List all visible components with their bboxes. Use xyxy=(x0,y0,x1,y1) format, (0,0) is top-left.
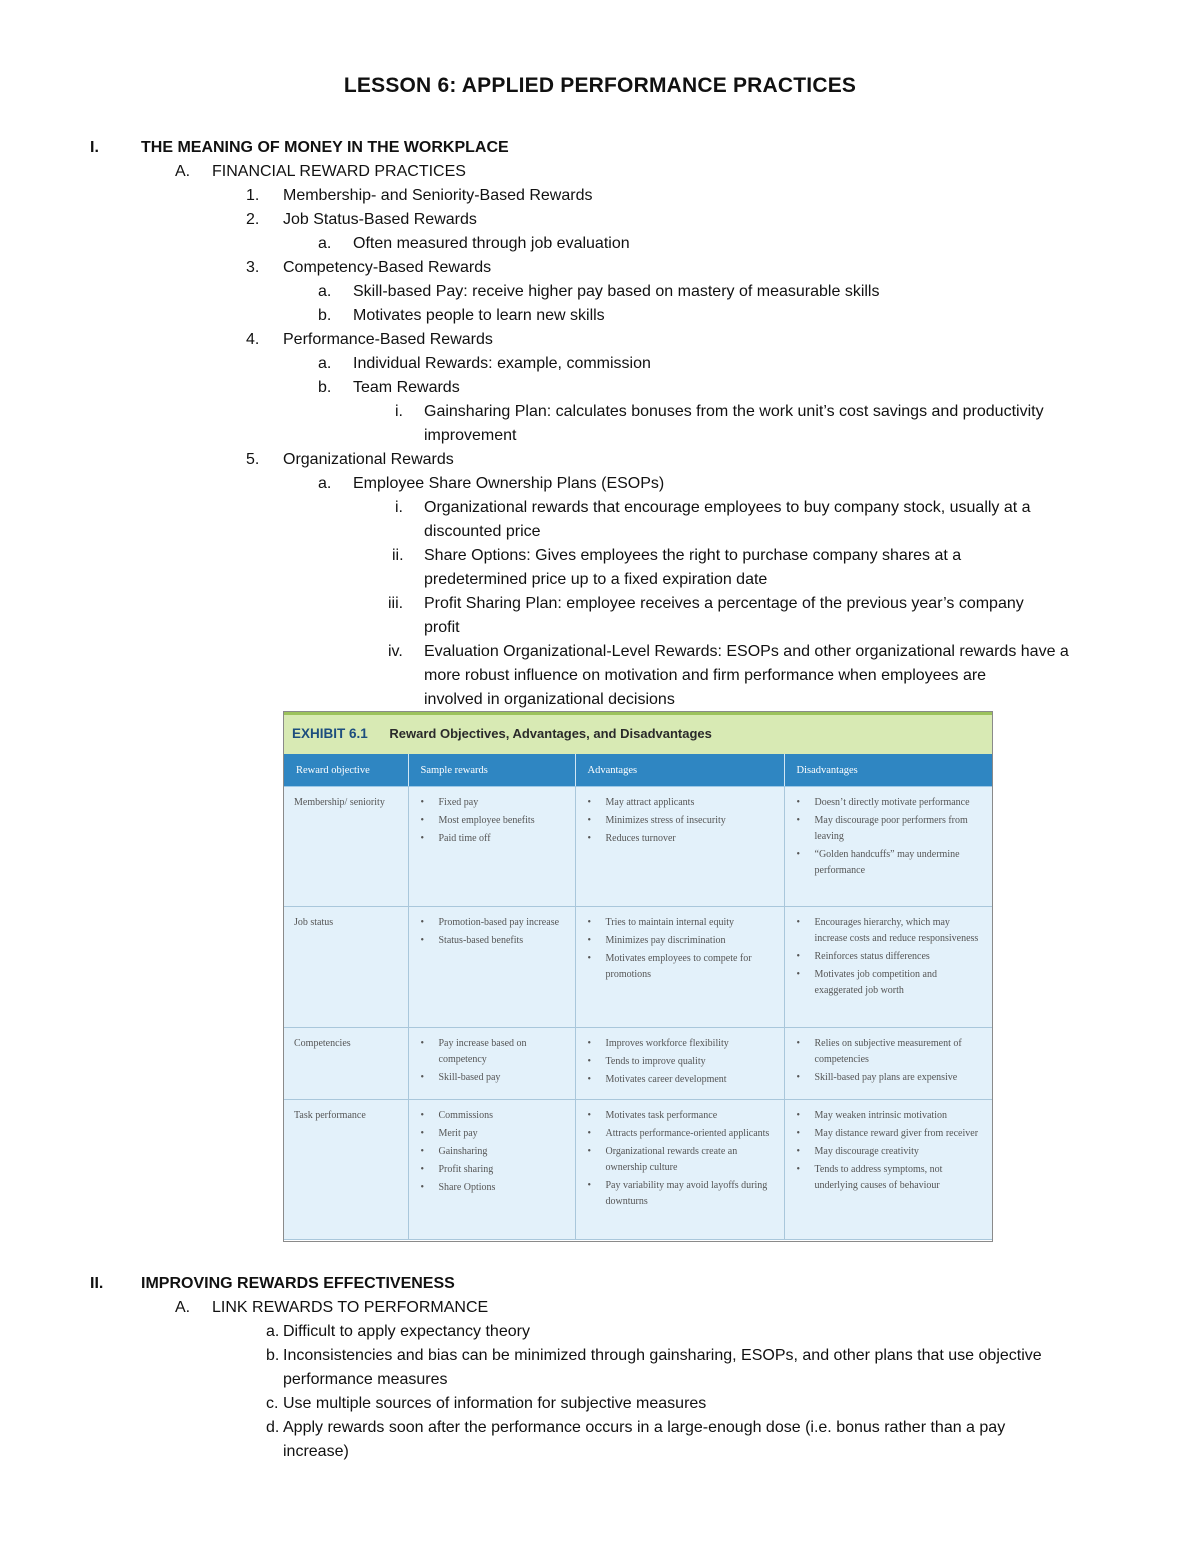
advantages-cell xyxy=(575,1028,784,1100)
subsection-heading: FINANCIAL REWARD PRACTICES xyxy=(212,163,466,180)
list-item-continuation: more robust influence on motivation and firm performance when employees are xyxy=(424,667,987,684)
list-item: • Paid time off xyxy=(439,831,565,847)
reward-objective-cell: Membership/ seniority xyxy=(284,787,408,907)
list-item: Share Options: Gives employees the right to purchase company shares at a xyxy=(424,547,962,564)
list-marker: 4. xyxy=(246,331,260,348)
table-row xyxy=(284,1100,992,1240)
reward-objective-cell: Job status xyxy=(284,907,408,1028)
disadvantages-cell xyxy=(784,907,992,1028)
sample-rewards-cell xyxy=(408,907,575,1028)
list-marker: a. xyxy=(318,283,332,300)
list-item: • Organizational rewards create an ownership culture xyxy=(606,1144,774,1176)
table-header-row xyxy=(284,754,992,787)
list-item: • Relies on subjective measurement of competencies xyxy=(815,1036,983,1068)
list-item: • Skill-based pay xyxy=(439,1070,565,1086)
list-item: Evaluation Organizational-Level Rewards: ESOPs and other organizational rewards have a xyxy=(424,643,1069,660)
list-item: Gainsharing Plan: calculates bonuses from the work unit’s cost savings and productivity xyxy=(424,403,1044,420)
list-item: • Doesn’t directly motivate performance xyxy=(815,795,983,811)
list-marker: b. xyxy=(318,307,332,324)
list-marker: d. xyxy=(266,1419,280,1436)
table-row xyxy=(284,1028,992,1100)
list-marker: a. xyxy=(318,355,332,372)
list-item: Use multiple sources of information for subjective measures xyxy=(283,1395,707,1412)
advantages-cell xyxy=(575,1100,784,1240)
list-item: • Commissions xyxy=(439,1108,565,1124)
subsection-marker: A. xyxy=(175,163,191,180)
list-item: • Promotion-based pay increase xyxy=(439,915,565,931)
list-item: Apply rewards soon after the performance occurs in a large-enough dose (i.e. bonus rather than a pay xyxy=(283,1419,1006,1436)
list-item: • Improves workforce flexibility xyxy=(606,1036,774,1052)
list-item-continuation: increase) xyxy=(283,1443,349,1460)
list-item: Profit Sharing Plan: employee receives a percentage of the previous year’s company xyxy=(424,595,1024,612)
column-header: Disadvantages xyxy=(784,754,992,787)
section-heading: THE MEANING OF MONEY IN THE WORKPLACE xyxy=(141,139,509,156)
exhibit-title: Reward Objectives, Advantages, and Disadvantages xyxy=(389,726,712,741)
list-item: Often measured through job evaluation xyxy=(353,235,630,252)
advantages-cell xyxy=(575,787,784,907)
list-marker: a. xyxy=(318,235,332,252)
list-item: • Fixed pay xyxy=(439,795,565,811)
list-item: Individual Rewards: example, commission xyxy=(353,355,651,372)
list-item: • Tries to maintain internal equity xyxy=(606,915,774,931)
list-item: • Merit pay xyxy=(439,1126,565,1142)
list-item: Organizational rewards that encourage employees to buy company stock, usually at a xyxy=(424,499,1031,516)
column-header: Sample rewards xyxy=(408,754,575,787)
sample-rewards-cell xyxy=(408,787,575,907)
list-item: Inconsistencies and bias can be minimized through gainsharing, ESOPs, and other plans that use objective xyxy=(283,1347,1042,1364)
list-item: • Most employee benefits xyxy=(439,813,565,829)
section-marker: I. xyxy=(90,139,99,156)
list-item: Motivates people to learn new skills xyxy=(353,307,605,324)
list-item-continuation: performance measures xyxy=(283,1371,448,1388)
list-marker: 3. xyxy=(246,259,260,276)
list-item: • Encourages hierarchy, which may increase costs and reduce responsiveness xyxy=(815,915,983,947)
list-marker: i. xyxy=(395,403,403,420)
list-item: Organizational Rewards xyxy=(283,451,454,468)
disadvantages-cell xyxy=(784,1028,992,1100)
list-item: • May distance reward giver from receiver xyxy=(815,1126,983,1142)
list-item: • Motivates career development xyxy=(606,1072,774,1088)
column-header: Advantages xyxy=(575,754,784,787)
list-marker: b. xyxy=(266,1347,280,1364)
reward-objective-cell: Competencies xyxy=(284,1028,408,1100)
list-item: • Reduces turnover xyxy=(606,831,774,847)
list-marker: b. xyxy=(318,379,332,396)
list-item: • May discourage poor performers from leaving xyxy=(815,813,983,845)
list-item: Competency-Based Rewards xyxy=(283,259,492,276)
list-item: • Minimizes stress of insecurity xyxy=(606,813,774,829)
list-marker: c. xyxy=(266,1395,279,1412)
list-item-continuation: profit xyxy=(424,619,460,636)
list-item: • May discourage creativity xyxy=(815,1144,983,1160)
exhibit-table xyxy=(284,754,992,1240)
list-item: • Gainsharing xyxy=(439,1144,565,1160)
subsection-marker: A. xyxy=(175,1299,191,1316)
subsection-heading: LINK REWARDS TO PERFORMANCE xyxy=(212,1299,489,1316)
exhibit-header xyxy=(284,712,992,754)
list-item: • Share Options xyxy=(439,1180,565,1196)
list-item: • “Golden handcuffs” may undermine performance xyxy=(815,847,983,879)
list-item: • Attracts performance-oriented applicants xyxy=(606,1126,774,1142)
list-marker: iii. xyxy=(388,595,404,612)
sample-rewards-cell xyxy=(408,1028,575,1100)
list-item: • Pay increase based on competency xyxy=(439,1036,565,1068)
list-marker: 1. xyxy=(246,187,260,204)
list-marker: a. xyxy=(266,1323,280,1340)
list-item: Employee Share Ownership Plans (ESOPs) xyxy=(353,475,665,492)
advantages-cell xyxy=(575,907,784,1028)
list-item: Performance-Based Rewards xyxy=(283,331,493,348)
list-item-continuation: predetermined price up to a fixed expiration date xyxy=(424,571,768,588)
table-row xyxy=(284,787,992,907)
exhibit-figure xyxy=(283,711,993,1242)
list-item-continuation: involved in organizational decisions xyxy=(424,691,675,708)
list-marker: a. xyxy=(318,475,332,492)
section-heading: IMPROVING REWARDS EFFECTIVENESS xyxy=(141,1275,455,1292)
list-item: Job Status-Based Rewards xyxy=(283,211,477,228)
sample-rewards-cell xyxy=(408,1100,575,1240)
list-marker: i. xyxy=(395,499,403,516)
list-item: • Minimizes pay discrimination xyxy=(606,933,774,949)
list-item: • Skill-based pay plans are expensive xyxy=(815,1070,983,1086)
page-title: LESSON 6: APPLIED PERFORMANCE PRACTICES xyxy=(343,74,857,97)
reward-objective-cell: Task performance xyxy=(284,1100,408,1240)
list-item: • Motivates task performance xyxy=(606,1108,774,1124)
list-item: • Motivates employees to compete for promotions xyxy=(606,951,774,983)
list-marker: 5. xyxy=(246,451,260,468)
list-item: • May attract applicants xyxy=(606,795,774,811)
list-marker: ii. xyxy=(392,547,404,564)
list-item: Difficult to apply expectancy theory xyxy=(283,1323,530,1340)
list-item: • May weaken intrinsic motivation xyxy=(815,1108,983,1124)
list-item: • Reinforces status differences xyxy=(815,949,983,965)
list-item: • Profit sharing xyxy=(439,1162,565,1178)
section-marker: II. xyxy=(90,1275,104,1292)
list-marker: iv. xyxy=(388,643,403,660)
disadvantages-cell xyxy=(784,787,992,907)
column-header: Reward objective xyxy=(284,754,408,787)
table-row xyxy=(284,907,992,1028)
list-item: Skill-based Pay: receive higher pay based on mastery of measurable skills xyxy=(353,283,880,300)
list-item: • Tends to address symptoms, not underlying causes of behaviour xyxy=(815,1162,983,1194)
list-item: • Tends to improve quality xyxy=(606,1054,774,1070)
list-item: • Pay variability may avoid layoffs during downturns xyxy=(606,1178,774,1210)
list-item-continuation: improvement xyxy=(424,427,517,444)
list-item: • Motivates job competition and exaggerated job worth xyxy=(815,967,983,999)
list-item: Membership- and Seniority-Based Rewards xyxy=(283,187,593,204)
disadvantages-cell xyxy=(784,1100,992,1240)
exhibit-number: EXHIBIT 6.1 xyxy=(292,726,368,741)
list-item-continuation: discounted price xyxy=(424,523,541,540)
list-item: • Status-based benefits xyxy=(439,933,565,949)
list-marker: 2. xyxy=(246,211,260,228)
list-item: Team Rewards xyxy=(353,379,460,396)
